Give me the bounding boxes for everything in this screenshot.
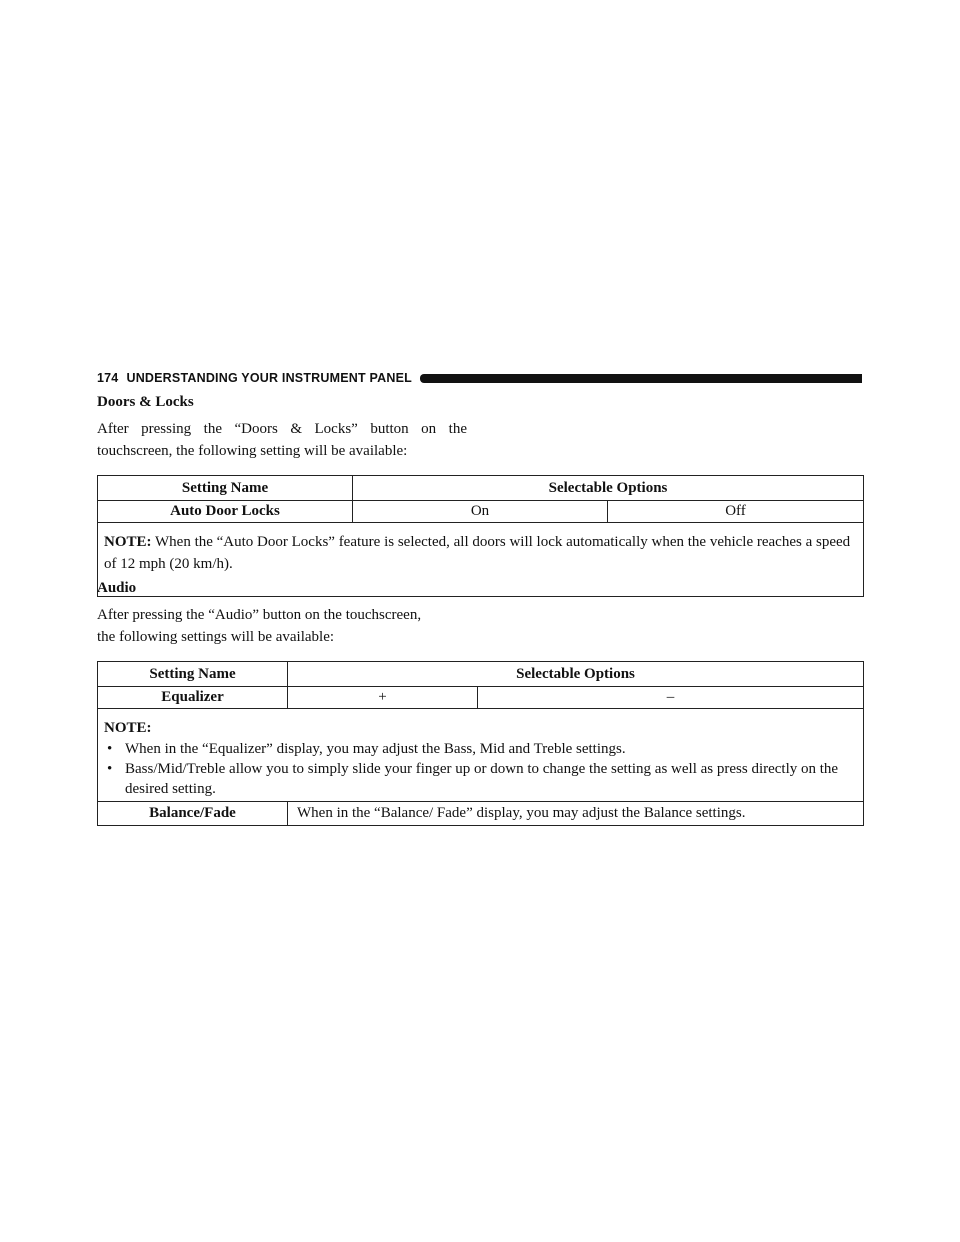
- audio-table: [97, 661, 864, 826]
- note-text: When the “Auto Door Locks” feature is selected, all doors will lock automatically when the vehicle reaches a speed of 12 mph (20 km/h).: [104, 534, 851, 572]
- page-header: [97, 368, 862, 388]
- doors-locks-note: [98, 523, 864, 597]
- doors-locks-intro: After pressing the “Doors & Locks” button on the touchscreen, the following setting will be available:: [97, 421, 467, 459]
- header-bar: [420, 374, 862, 383]
- note-bullet-list: [104, 739, 857, 799]
- balance-fade-description: When in the “Balance/ Fade” display, you may adjust the Balance settings.: [288, 802, 864, 826]
- setting-equalizer: Equalizer: [98, 687, 288, 709]
- audio-intro: [97, 604, 517, 648]
- audio-intro-line-2: the following settings will be available:: [97, 629, 335, 645]
- audio-heading: Audio: [97, 580, 137, 596]
- audio-intro-line-1: After pressing the “Audio” button on the touchscreen,: [97, 607, 422, 623]
- list-item: • Bass/Mid/Treble allow you to simply slide your finger up or down to change the setting as well as press directly on the desired setting.: [104, 759, 857, 799]
- setting-auto-door-locks: Auto Door Locks: [98, 501, 353, 523]
- doors-locks-table: [97, 475, 864, 597]
- section-title: UNDERSTANDING YOUR INSTRUMENT PANEL: [126, 371, 412, 385]
- option-minus: –: [478, 687, 864, 709]
- table-row: [98, 687, 864, 709]
- table-row: [98, 802, 864, 826]
- table-row: [98, 501, 864, 523]
- list-item: • When in the “Equalizer” display, you may adjust the Bass, Mid and Treble settings.: [104, 739, 857, 759]
- note-label: NOTE:: [104, 534, 152, 550]
- col-header-setting-name: Setting Name: [98, 662, 288, 687]
- option-on: On: [353, 501, 608, 523]
- col-header-setting-name: Setting Name: [98, 476, 353, 501]
- option-plus: +: [288, 687, 478, 709]
- note-label: NOTE:: [104, 720, 152, 736]
- page-number: 174: [97, 371, 119, 385]
- col-header-selectable-options: Selectable Options: [288, 662, 864, 687]
- audio-note: [98, 709, 864, 802]
- setting-balance-fade: Balance/Fade: [98, 802, 288, 826]
- doors-locks-heading: Doors & Locks: [97, 394, 194, 410]
- col-header-selectable-options: Selectable Options: [353, 476, 864, 501]
- option-off: Off: [608, 501, 864, 523]
